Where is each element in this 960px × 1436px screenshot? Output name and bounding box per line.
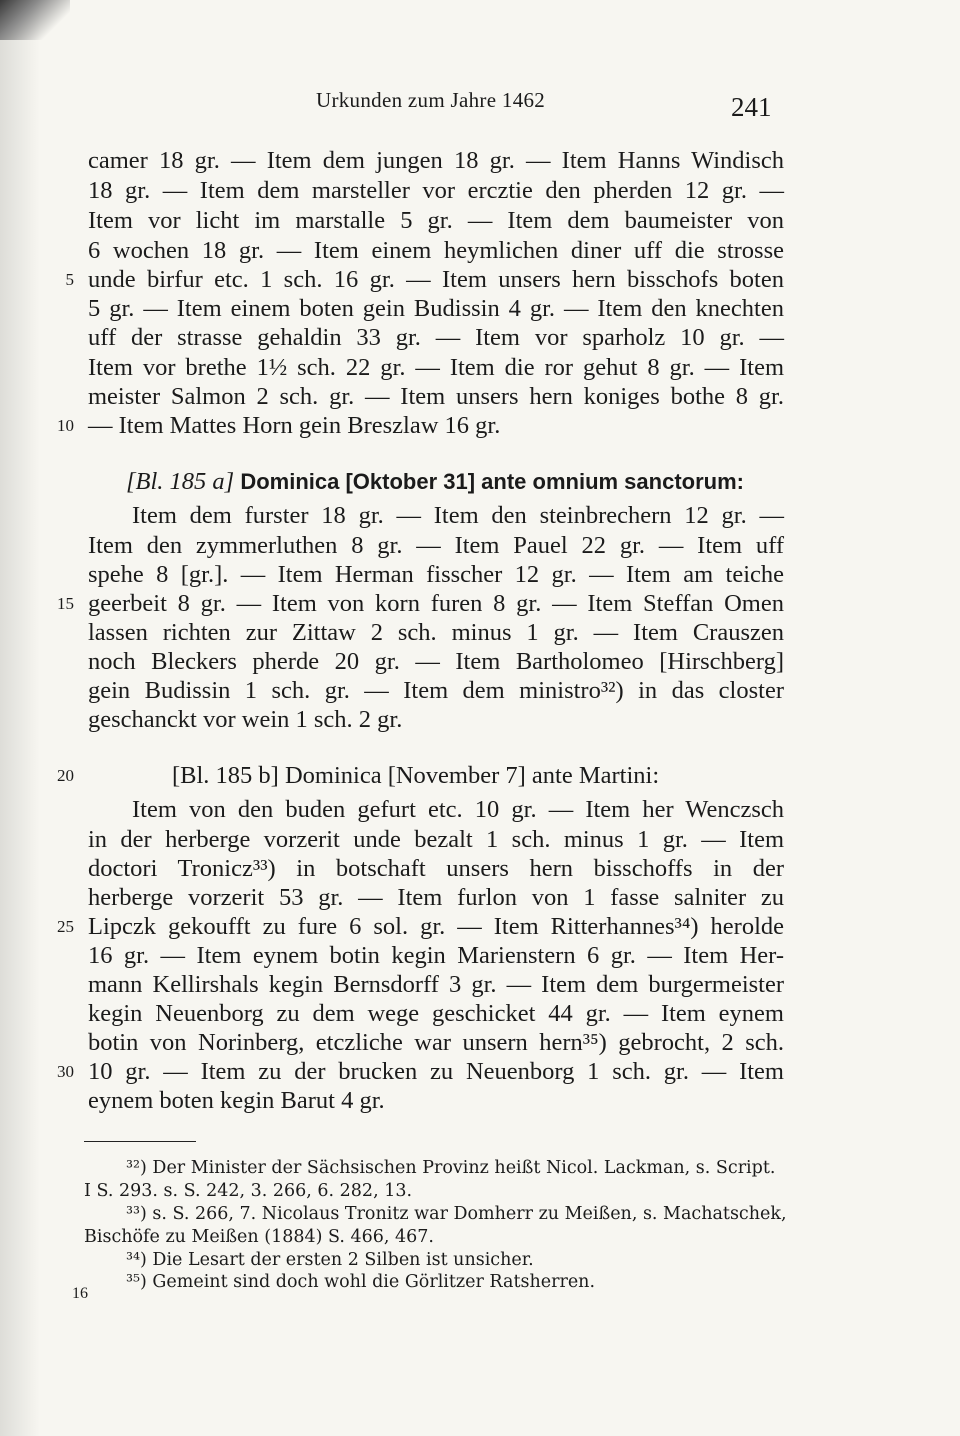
body-line: 16 gr. — Item eynem botin kegin Marienstern 6 gr. — Item Her-: [88, 942, 784, 969]
footnote: ³³) s. S. 266, 7. Nicolaus Tronitz war Domherr zu Meißen, s. Machatschek,: [126, 1204, 787, 1224]
footnote: Bischöfe zu Meißen (1884) S. 466, 467.: [84, 1227, 434, 1247]
body-line: Item den zymmerluthen 8 gr. — Item Pauel 22 gr. — Item uff: [88, 532, 784, 559]
footnote: ³⁴) Die Lesart der ersten 2 Silben ist unsicher.: [126, 1250, 534, 1270]
body-line: Item dem furster 18 gr. — Item den steinbrechern 12 gr. —: [132, 502, 784, 529]
footnote: ³⁵) Gemeint sind doch wohl die Görlitzer Ratsherren.: [126, 1272, 596, 1292]
scan-corner-shadow: [0, 0, 70, 40]
line-number: 10: [57, 416, 74, 435]
section-heading: [172, 762, 732, 790]
line-number: 20: [57, 766, 74, 785]
body-line: spehe 8 [gr.]. — Item Herman fisscher 12 gr. — Item am teiche: [88, 561, 784, 588]
line-number: 5: [65, 270, 74, 289]
folio-reference: [Bl. 185 a]: [126, 468, 235, 495]
line-number: 15: [57, 594, 74, 613]
body-line: Item von den buden gefurt etc. 10 gr. — Item her Wenczsch: [132, 796, 784, 823]
body-line: 10 gr. — Item zu der brucken zu Neuenborg 1 sch. gr. — Item: [88, 1058, 784, 1085]
folio-reference: [Bl. 185 b]: [172, 762, 279, 789]
body-line: 6 wochen 18 gr. — Item einem heymlichen diner uff die strosse: [88, 237, 784, 264]
body-line: gein Budissin 1 sch. gr. — Item dem ministro³²) in das closter: [88, 677, 784, 704]
body-line: noch Bleckers pherde 20 gr. — Item Bartholomeo [Hirschberg]: [88, 648, 784, 675]
footnote: ³²) Der Minister der Sächsischen Provinz heißt Nicol. Lackman, s. Script.: [126, 1158, 776, 1178]
body-line: — Item Mattes Horn gein Breszlaw 16 gr.: [88, 412, 501, 439]
line-number: 25: [57, 917, 74, 936]
body-line: eynem boten kegin Barut 4 gr.: [88, 1087, 385, 1114]
scan-edge-shadow: [0, 0, 40, 1436]
body-line: Item vor licht im marstalle 5 gr. — Item dem baumeister von: [88, 207, 784, 234]
body-line: botin von Norinberg, etczliche war unsern hern³⁵) gebrocht, 2 sch.: [88, 1029, 784, 1056]
body-line: geerbeit 8 gr. — Item von korn furen 8 gr. — Item Steffan Omen: [88, 590, 784, 617]
footnote-rule: [84, 1141, 196, 1142]
body-line: 5 gr. — Item einem boten gein Budissin 4 gr. — Item den knechten: [88, 295, 784, 322]
body-line: lassen richten zur Zittaw 2 sch. minus 1 gr. — Item Crauszen: [88, 619, 784, 646]
section-heading: [126, 468, 744, 496]
body-line: herberge vorzerit 53 gr. — Item furlon von 1 fasse salniter zu: [88, 884, 784, 911]
body-line: kegin Neuenborg zu dem wege geschicket 44 gr. — Item eynem: [88, 1000, 784, 1027]
body-line: Item vor brethe 1½ sch. 22 gr. — Item die ror gehut 8 gr. — Item: [88, 354, 784, 381]
sheet-signature: 16: [72, 1285, 88, 1302]
section-title: Dominica [Oktober 31] ante omnium sanctorum:: [240, 469, 744, 494]
body-line: uff der strasse gehaldin 33 gr. — Item vor sparholz 10 gr. —: [88, 324, 784, 351]
body-line: in der herberge vorzerit unde bezalt 1 sch. minus 1 gr. — Item: [88, 826, 784, 853]
body-line: 18 gr. — Item dem marsteller vor ercztie den pherden 12 gr. —: [88, 177, 784, 204]
footnote: I S. 293. s. S. 242, 3. 266, 6. 282, 13.: [84, 1181, 413, 1201]
line-number: 30: [57, 1062, 74, 1081]
section-title: Dominica [November 7] ante Martini:: [284, 762, 660, 789]
body-line: doctori Tronicz³³) in botschaft unsers hern bisschoffs in der: [88, 855, 784, 882]
body-line: unde birfur etc. 1 sch. 16 gr. — Item unsers hern bisschofs boten: [88, 266, 784, 293]
page-number: 241: [731, 92, 772, 122]
body-line: meister Salmon 2 sch. gr. — Item unsers hern koniges bothe 8 gr.: [88, 383, 784, 410]
body-line: geschanckt vor wein 1 sch. 2 gr.: [88, 706, 403, 733]
body-line: Lipczk gekoufft zu fure 6 sol. gr. — Item Ritterhannes³⁴) herolde: [88, 913, 784, 940]
running-head: Urkunden zum Jahre 1462: [316, 88, 546, 112]
body-line: mann Kellirshals kegin Bernsdorff 3 gr. — Item dem burgermeister: [88, 971, 784, 998]
body-line: camer 18 gr. — Item dem jungen 18 gr. — Item Hanns Windisch: [88, 147, 784, 174]
